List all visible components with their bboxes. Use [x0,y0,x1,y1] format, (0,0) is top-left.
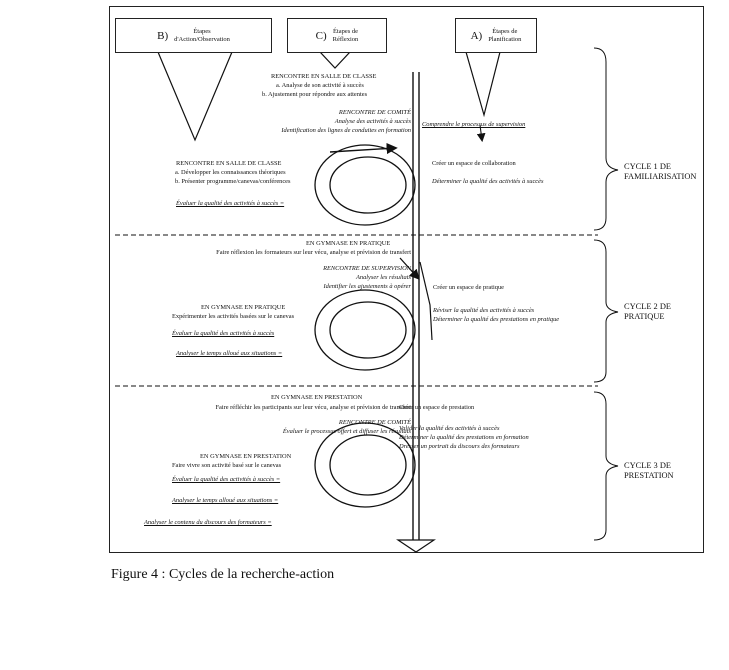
c1-top-b: b. Ajustement pour répondre aux attentes [262,91,368,98]
spiral-cycle-1 [315,145,415,225]
header-text-b: Étapes d'Action/Observation [174,27,230,43]
c1-top-a: a. Analyse de son activité à succès [276,82,364,89]
c3-comite-title: RENCONTRE DE COMITÉ [338,419,411,426]
c3-action-eval3: Analyser le contenu du discours des formateurs = [144,519,272,526]
c3-planif-3: Déterminer la qualité des prestations en formation [399,434,529,441]
brace-cycle-3 [594,392,618,540]
c2-sup-title: RENCONTRE DE SUPERVISION [323,265,411,272]
header-text-c: Étapes de Réflexion [332,27,359,43]
funnel-a [455,52,535,115]
c3-action-eval2: Analyser le temps alloué aux situations = [172,497,279,504]
c2-sup-2: Identifier les ajustements à opérer [323,283,411,290]
c1-top-title: RENCONTRE EN SALLE DE CLASSE [271,73,377,80]
header-letter-b: B) [157,29,169,42]
c1-action-a: a. Développer les connaissances théoriques [175,169,286,176]
cycle-2-label: CYCLE 2 DE PRATIQUE [624,302,671,321]
c1-planif-3: Déterminer la qualité des activités à succès [432,178,544,185]
funnel-b [115,52,270,140]
c3-planif-4: Dresser un portrait du discours des formateurs [399,443,520,450]
c2-planif-2: Réviser la qualité des activités à succès [433,307,535,314]
c3-comite-1: Évaluer le processus offert et diffuser les résultats [282,428,411,435]
cycle-1-label: CYCLE 1 DE FAMILIARISATION [624,162,697,181]
header-letter-c: C) [315,29,327,42]
funnel-c [287,52,385,68]
c1-action-eval: Évaluer la qualité des activités à succès = [176,200,285,207]
c2-action-eval1: Évaluer la qualité des activités à succès [172,330,275,337]
c3-top-1: Faire réfléchir les participants sur leur vécu, analyse et prévision de transfert [215,404,411,411]
c2-top-title: EN GYMNASE EN PRATIQUE [306,240,391,247]
header-text-a: Étapes de Planification [488,27,522,43]
c3-action-title: EN GYMNASE EN PRESTATION [200,453,292,460]
header-box-reflexion [287,18,387,53]
c2-top-1: Faire réflexion les formateurs sur leur vécu, analyse et prévision de transfert [216,249,411,256]
central-spine [398,72,434,552]
c1-action-title: RENCONTRE EN SALLE DE CLASSE [176,160,282,167]
c3-top-title: EN GYMNASE EN PRESTATION [271,394,363,401]
c1-comite-title: RENCONTRE DE COMITÉ [338,109,411,116]
c1-comite-2: Identification des lignes de conduites en formation [281,127,411,134]
c1-action-b: b. Présenter programme/canevas/conférences [175,178,291,185]
c2-planif-3: Déterminer la qualité des prestations en pratique [433,316,560,323]
header-box-planification [455,18,537,53]
c3-planif-1: Créer un espace de prestation [399,404,475,411]
c2-planif-1: Créer un espace de pratique [433,284,504,291]
header-letter-a: A) [470,29,483,42]
header-box-action-observation [115,18,272,53]
figure-caption: Figure 4 : Cycles de la recherche-action [111,567,335,582]
brace-cycle-2 [594,240,618,382]
c1-planif-1: Comprendre le processus de supervision [422,121,526,128]
c3-action-eval1: Évaluer la qualité des activités à succès = [172,476,281,483]
c2-action-1: Expérimenter les activités basées sur le canevas [172,313,295,320]
c1-planif-2: Créer un espace de collaboration [432,160,516,167]
c1-comite-1: Analyse des activités à succès [334,118,411,125]
c2-action-eval2: Analyser le temps alloué aux situations = [176,350,283,357]
brace-cycle-1 [594,48,618,230]
c3-action-1: Faire vivre son activité basé sur le canevas [172,462,282,469]
cycle-3-label: CYCLE 3 DE PRESTATION [624,461,674,480]
c2-sup-1: Analyser les résultats [355,274,411,281]
c3-planif-2: Valider la qualité des activités à succès [399,425,500,432]
c2-action-title: EN GYMNASE EN PRATIQUE [201,304,286,311]
